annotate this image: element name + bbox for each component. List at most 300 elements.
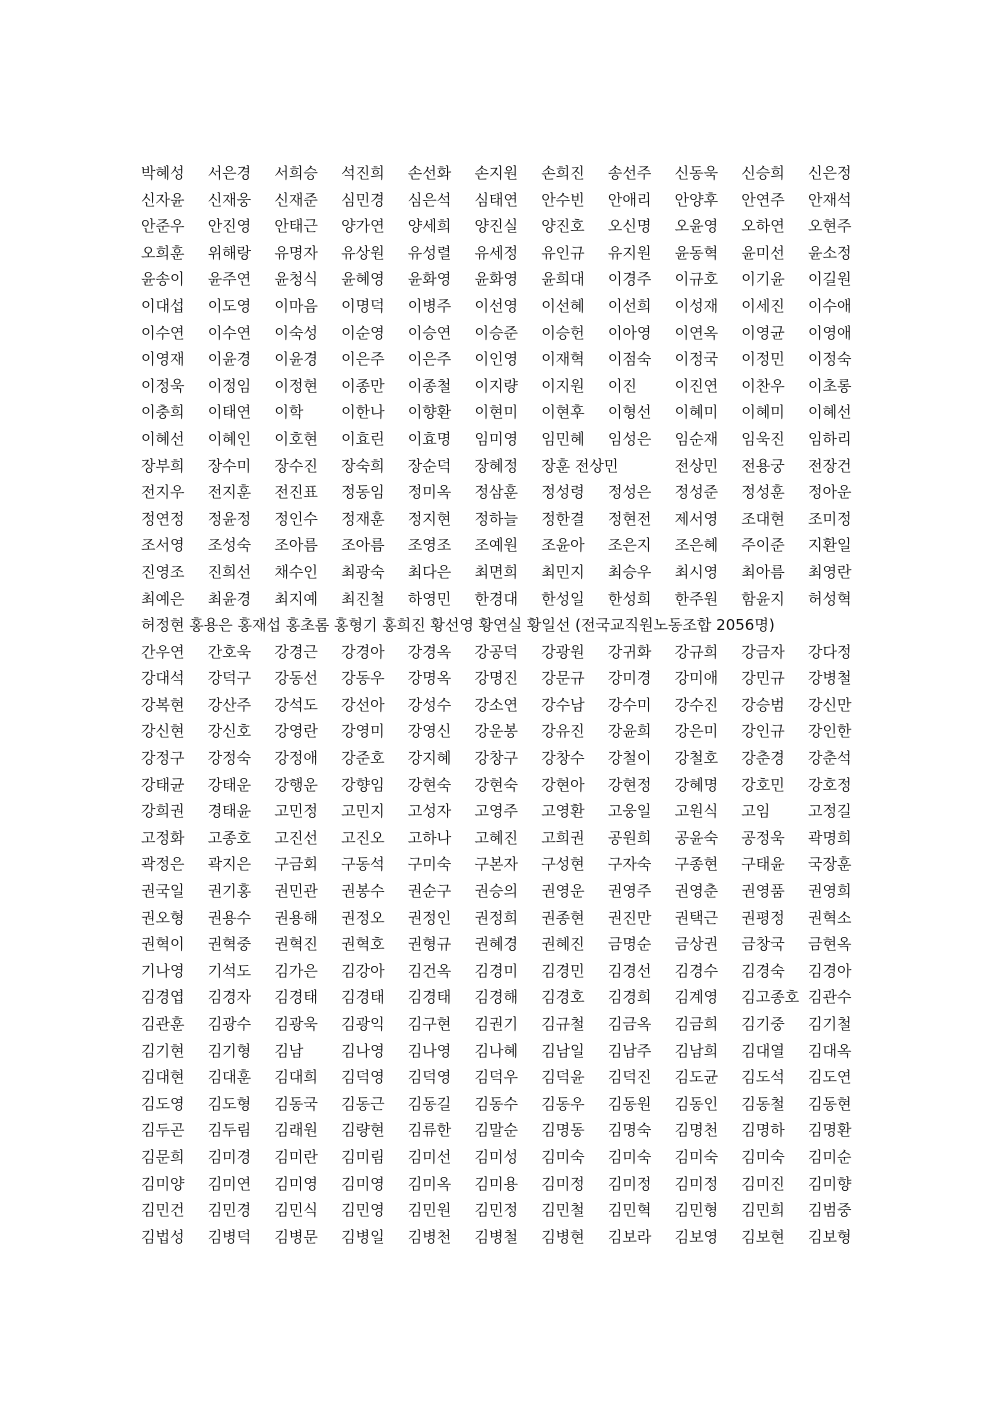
name-cell: 강경옥 [407,642,452,661]
name-row [141,851,871,878]
name-cell: 조미정 [808,509,852,528]
name-cell: 고성자 [407,802,452,821]
name-cell: 이현후 [541,403,585,422]
name-cell: 강규희 [674,642,719,661]
name-cell: 최승우 [607,562,652,581]
name-cell: 김경해 [474,988,518,1007]
name-row [141,878,871,905]
name-cell: 공정욱 [741,828,785,847]
name-cell: 권영품 [741,882,785,901]
name-cell: 김미향 [808,1174,852,1193]
name-cell: 김대현 [141,1068,185,1087]
name-cell: 장혜정 [474,456,518,475]
name-cell: 이정민 [741,350,785,369]
name-cell: 김경아 [808,961,852,980]
name-cell: 이효린 [341,429,385,448]
name-cell: 장훈 전상민 [541,456,619,475]
name-cell: 이숙성 [274,323,318,342]
name-cell: 이효명 [407,429,452,448]
name-cell: 이순영 [341,323,385,342]
name-cell: 유상원 [341,243,385,262]
name-cell: 정성령 [541,483,585,502]
name-cell: 강병철 [808,669,852,688]
name-cell: 임미영 [474,429,518,448]
name-cell: 김광익 [341,1015,385,1033]
name-cell: 김민혁 [607,1201,652,1220]
name-cell: 지환일 [808,536,852,555]
name-cell: 김나영 [407,1041,452,1060]
name-cell: 권진만 [607,908,652,927]
name-cell: 강향임 [341,775,385,794]
name-cell: 김경희 [607,988,652,1007]
name-cell: 강복현 [141,695,185,714]
name-cell: 김두곤 [141,1121,185,1140]
name-cell: 김보현 [741,1227,785,1246]
name-cell: 권용수 [207,908,252,927]
name-cell: 허성혁 [808,589,852,608]
name-cell: 장수진 [274,456,318,475]
name-cell: 진희선 [207,562,252,581]
name-cell: 김광수 [207,1015,252,1033]
name-cell: 강문규 [541,669,585,688]
name-cell: 이호현 [274,429,318,448]
name-cell: 조서영 [141,536,185,555]
name-cell: 장부희 [141,456,185,475]
name-cell: 김병문 [274,1227,318,1246]
name-cell: 김기형 [207,1041,252,1060]
name-cell: 김미정 [607,1174,652,1193]
name-cell: 양가연 [341,217,385,236]
name-cell: 강석도 [274,695,318,714]
name-row [141,1011,871,1038]
name-cell: 강행운 [274,775,318,794]
name-cell: 강춘석 [808,749,852,768]
name-cell: 이정욱 [141,376,185,395]
name-cell: 강현정 [607,775,652,794]
name-cell: 강철호 [674,749,719,768]
name-cell: 박혜성 [141,164,185,182]
name-cell: 정윤정 [207,509,252,528]
name-cell: 김규철 [541,1015,585,1033]
name-cell: 정성준 [674,483,719,502]
name-cell: 김금희 [674,1015,719,1033]
name-cell: 김미정 [541,1174,585,1193]
name-row [141,984,871,1011]
name-cell: 손선화 [407,164,452,182]
name-row [141,426,871,453]
name-cell: 신은정 [808,164,852,182]
name-cell: 강민규 [741,669,785,688]
name-cell: 주이준 [741,536,785,555]
name-cell: 최진철 [341,589,385,608]
name-cell: 김경태 [274,988,318,1007]
name-cell: 안수빈 [541,190,585,209]
name-cell: 고진오 [341,828,385,847]
name-cell: 윤혜영 [341,270,385,289]
name-row [141,772,871,799]
name-cell: 김나영 [341,1041,385,1060]
name-row [141,506,871,533]
name-row [141,399,871,426]
name-cell: 김미용 [474,1174,518,1193]
name-cell: 김명하 [741,1121,785,1140]
name-cell: 김덕진 [607,1068,652,1087]
name-cell: 채수인 [274,562,318,581]
name-cell: 강현아 [541,775,585,794]
name-cell: 구금회 [274,855,318,874]
name-cell: 김민건 [141,1201,185,1220]
name-cell: 진영조 [141,562,185,581]
name-cell: 이지량 [474,376,518,395]
name-cell: 김경선 [607,961,652,980]
name-cell: 권정인 [407,908,452,927]
name-cell: 김경수 [674,961,719,980]
name-cell: 강윤희 [607,722,652,741]
name-cell: 정한결 [541,509,585,528]
name-cell: 고하나 [407,828,452,847]
name-cell: 김남 [274,1041,304,1060]
name-cell: 권혁중 [207,935,252,954]
name-row [141,958,871,985]
name-cell: 권영주 [607,882,652,901]
name-cell: 이인영 [474,350,518,369]
name-cell: 조아름 [274,536,318,555]
name-cell: 심민경 [341,190,385,209]
name-cell: 김기중 [741,1015,785,1033]
name-cell: 유인규 [541,243,585,262]
name-cell: 김도영 [141,1094,185,1113]
name-cell: 김미양 [141,1174,185,1193]
name-cell: 강금자 [741,642,785,661]
name-cell: 심태연 [474,190,518,209]
name-row [141,905,871,932]
name-cell: 강인한 [808,722,852,741]
name-cell: 김미선 [407,1147,452,1166]
name-cell: 김덕영 [341,1068,385,1087]
name-cell: 김도석 [741,1068,785,1087]
name-cell: 김범중 [808,1201,852,1220]
name-cell: 강영신 [407,722,452,741]
name-cell: 이점숙 [607,350,652,369]
name-cell: 김민영 [341,1201,385,1220]
name-cell: 김법성 [141,1227,185,1246]
name-cell: 김명숙 [607,1121,652,1140]
name-cell: 김미순 [808,1147,852,1166]
name-cell: 신승희 [741,164,785,182]
name-cell: 김덕우 [474,1068,518,1087]
name-cell: 정재훈 [341,509,385,528]
name-cell: 최아름 [741,562,785,581]
name-cell: 김미림 [341,1147,385,1166]
name-row [141,718,871,745]
name-cell: 이명덕 [341,296,385,315]
name-cell: 최민지 [541,562,585,581]
name-cell: 강산주 [207,695,252,714]
name-cell: 윤미선 [741,243,785,262]
name-cell: 신재준 [274,190,318,209]
name-cell: 안연주 [741,190,785,209]
name-cell: 김동수 [474,1094,518,1113]
name-cell: 고정길 [808,802,852,821]
name-cell: 구종현 [674,855,719,874]
name-cell: 이진연 [674,376,719,395]
name-cell: 오하연 [741,217,785,236]
name-cell: 곽지은 [207,855,252,874]
name-cell: 김민형 [674,1201,719,1220]
name-cell: 금상권 [674,935,719,954]
name-cell: 고웅일 [607,802,652,821]
name-row [141,586,871,613]
name-cell: 권국일 [141,882,185,901]
name-row [141,612,871,639]
name-cell: 김미성 [474,1147,518,1166]
name-cell: 김남희 [674,1041,719,1060]
name-cell: 이정국 [674,350,719,369]
name-cell: 이승연 [407,323,452,342]
name-cell: 김경태 [341,988,385,1007]
name-cell: 경태윤 [207,802,252,821]
name-cell: 김동현 [808,1094,852,1113]
name-cell: 고혜진 [474,828,518,847]
name-cell: 김동원 [607,1094,652,1113]
name-cell: 이정현 [274,376,318,395]
name-cell: 권용해 [274,908,318,927]
name-cell: 김미숙 [541,1147,585,1166]
name-cell: 조성숙 [207,536,252,555]
name-cell: 김나혜 [474,1041,518,1060]
name-cell: 제서영 [674,509,719,528]
name-cell: 김고종호 [741,988,800,1007]
name-row [141,665,871,692]
name-cell: 강정구 [141,749,185,768]
name-cell: 강현숙 [474,775,518,794]
name-cell: 정삼훈 [474,483,518,502]
name-cell: 강신만 [808,695,852,714]
name-cell: 정성은 [607,483,652,502]
name-cell: 안양후 [674,190,719,209]
name-cell: 장순덕 [407,456,452,475]
name-cell: 최다은 [407,562,452,581]
name-cell: 장숙희 [341,456,385,475]
name-cell: 곽정은 [141,855,185,874]
name-cell: 권오형 [141,908,185,927]
name-cell: 강성수 [407,695,452,714]
name-cell: 이승준 [474,323,518,342]
name-cell: 강광원 [541,642,585,661]
name-cell: 이형선 [607,403,652,422]
name-cell: 한주원 [674,589,719,608]
name-row [141,266,871,293]
name-cell: 금명순 [607,935,652,954]
name-cell: 공윤숙 [674,828,719,847]
name-cell: 고영환 [541,802,585,821]
name-cell: 김대열 [741,1041,785,1060]
name-cell: 금창국 [741,935,785,954]
name-cell: 김대옥 [808,1041,852,1060]
name-cell: 이기윤 [741,270,785,289]
name-cell: 김계영 [674,988,719,1007]
name-cell: 김동근 [341,1094,385,1113]
name-cell: 양진실 [474,217,518,236]
name-cell: 강영미 [341,722,385,741]
name-cell: 이아영 [607,323,652,342]
name-cell: 구미숙 [407,855,452,874]
name-cell: 윤주연 [207,270,252,289]
name-cell: 이승헌 [541,323,585,342]
name-cell: 강현숙 [407,775,452,794]
name-cell: 조아름 [341,536,385,555]
name-cell: 이혜인 [207,429,252,448]
name-cell: 강신현 [141,722,185,741]
name-cell: 김병천 [407,1227,452,1246]
name-cell: 강명옥 [407,669,452,688]
name-row [141,346,871,373]
name-cell: 김경태 [407,988,452,1007]
name-cell: 임순재 [674,429,719,448]
name-cell: 김동인 [674,1094,719,1113]
name-cell: 함윤지 [741,589,785,608]
name-cell: 강선아 [341,695,385,714]
name-cell: 강철이 [607,749,652,768]
name-cell: 간호욱 [207,642,252,661]
name-cell: 김동국 [274,1094,318,1113]
name-cell: 김동우 [541,1094,585,1113]
name-cell: 김남일 [541,1041,585,1060]
name-cell: 김가은 [274,961,318,980]
name-cell: 이수연 [207,323,252,342]
name-cell: 고원식 [674,802,719,821]
name-cell: 고진선 [274,828,318,847]
name-cell: 김보영 [674,1227,719,1246]
name-cell: 김기철 [808,1015,852,1033]
name-cell: 최지예 [274,589,318,608]
name-cell: 이찬우 [741,376,785,395]
name-cell: 김경민 [541,961,585,980]
name-cell: 강명진 [474,669,518,688]
name-cell: 이혜미 [674,403,719,422]
name-cell: 강덕구 [207,669,252,688]
name-cell: 강경근 [274,642,318,661]
name-cell: 오현주 [808,217,852,236]
name-cell: 김병덕 [207,1227,252,1246]
name-cell: 서은경 [207,164,252,182]
name-cell: 이연옥 [674,323,719,342]
name-cell: 고민지 [341,802,385,821]
name-cell: 고영주 [474,802,518,821]
name-cell: 기나영 [141,961,185,980]
name-cell: 이학 [274,403,304,422]
name-cell: 이현미 [474,403,518,422]
name-cell: 강희권 [141,802,185,821]
name-cell: 김민경 [207,1201,252,1220]
name-cell: 권혁호 [341,935,385,954]
name-cell: 김금옥 [607,1015,652,1033]
name-cell: 조대현 [741,509,785,528]
name-cell: 심은석 [407,190,452,209]
name-cell: 김미숙 [607,1147,652,1166]
name-cell: 이수연 [141,323,185,342]
name-cell: 김문희 [141,1147,185,1166]
name-cell: 이종철 [407,376,452,395]
name-cell: 이정임 [207,376,252,395]
name-cell: 강수미 [607,695,652,714]
name-cell: 이윤경 [207,350,252,369]
name-cell: 조은혜 [674,536,719,555]
name-cell: 구자숙 [607,855,652,874]
name-cell: 강춘경 [741,749,785,768]
name-cell: 윤동혁 [674,243,719,262]
name-cell: 한성희 [607,589,652,608]
name-cell: 고민정 [274,802,318,821]
name-cell: 김도연 [808,1068,852,1087]
name-cell: 윤화영 [474,270,518,289]
name-cell: 강대석 [141,669,185,688]
name-cell: 김명천 [674,1121,719,1140]
name-cell: 강영란 [274,722,318,741]
name-cell: 강인규 [741,722,785,741]
name-cell: 김미진 [741,1174,785,1193]
name-cell: 김보형 [808,1227,852,1246]
name-cell: 전상민 [674,456,719,475]
name-row [141,293,871,320]
name-cell: 정인수 [274,509,318,528]
name-cell: 이향환 [407,403,452,422]
name-cell: 김병현 [541,1227,585,1246]
name-cell: 간우연 [141,642,185,661]
name-row [141,1091,871,1118]
name-cell: 강경아 [341,642,385,661]
name-cell: 정하늘 [474,509,518,528]
name-line: 허정현 홍용은 홍재섭 홍초롬 홍형기 홍희진 황선영 황연실 황일선 (전국교직원노동조합 2056명) [141,616,775,635]
name-cell: 한경대 [474,589,518,608]
name-cell: 정동임 [341,483,385,502]
name-cell: 임민혜 [541,429,585,448]
name-cell: 안준우 [141,217,185,236]
name-cell: 김광욱 [274,1015,318,1033]
name-cell: 김권기 [474,1015,518,1033]
name-cell: 권혁이 [141,935,185,954]
name-cell: 김남주 [607,1041,652,1060]
name-cell: 전지우 [141,483,185,502]
name-cell: 이대섭 [141,296,185,315]
name-cell: 강미애 [674,669,719,688]
name-cell: 이영재 [141,350,185,369]
name-cell: 이규호 [674,270,719,289]
name-cell: 이충희 [141,403,185,422]
name-cell: 윤화영 [407,270,452,289]
name-cell: 김두림 [207,1121,252,1140]
name-cell: 이재혁 [541,350,585,369]
name-row [141,1038,871,1065]
name-cell: 김민식 [274,1201,318,1220]
name-cell: 김래원 [274,1121,318,1140]
name-cell: 이은주 [407,350,452,369]
name-row [141,453,871,480]
name-cell: 윤희대 [541,270,585,289]
name-cell: 국장훈 [808,855,852,874]
name-cell: 손지원 [474,164,518,182]
name-cell: 이종만 [341,376,385,395]
name-cell: 한성일 [541,589,585,608]
name-cell: 이초롱 [808,376,852,395]
name-cell: 최예은 [141,589,185,608]
name-row [141,1197,871,1224]
name-row [141,1171,871,1198]
name-row [141,692,871,719]
name-cell: 권종현 [541,908,585,927]
name-cell: 김경호 [541,988,585,1007]
name-cell: 강호민 [741,775,785,794]
